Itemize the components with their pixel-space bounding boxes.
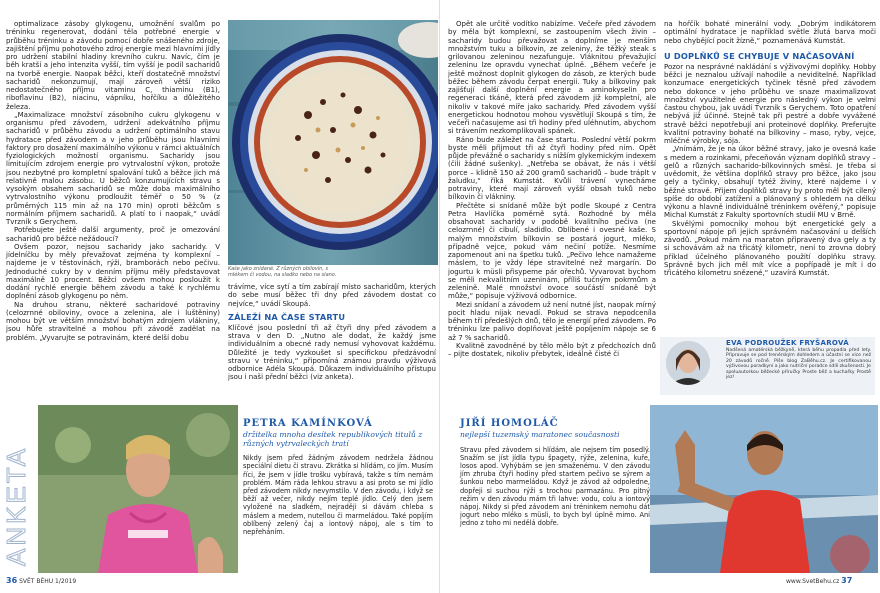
paragraph: Na druhou stranu, některé sacharidové potraviny (celozrnné obiloviny, ovoce a zelenina, ale i luštěniny) mohou být ve větším množství bohatým zdrojem vlákniny, jsou hůře stravitelné a mohou při závodě zadělat na problém. „Vyvarujte se potravinám, které delší dobu (6, 300, 220, 342)
page-number: 37 (841, 576, 853, 585)
interview-petra (243, 418, 433, 536)
right-column-4 (664, 20, 876, 277)
interview-answer: Stravu před závodem si hlídám, ale nejsem tím posedlý. Snažím se jíst jídla typu špagety, rýže, zelenina, kuře, losos apod. Vyhýbám se jen smaženému. V den závodu jím zhruba čtyři hodiny před startem pečivo se sýrem a šunkou nebo marmeládou. Když je závod až odpoledne, dopřeji si suchou rýži s trochou parmazánu. Pro pitný režim v den závodu mám tři lahve: vodu, colu a iontový nápoj. Nikdy si před závodem ani tréninkem nemohu dát jogurt nebo mléko s müsli, to bych byl úplně mimo. Ani jedno z toho mi nedělá dobře. (460, 445, 650, 528)
interviewee-role: nejlepší tuzemský maratonec současnosti (460, 430, 620, 439)
paragraph: Potřebujete ještě další argumenty, proč je omezování sacharidů pro běžce nežádoucí? (6, 226, 220, 243)
porridge-photo (228, 20, 438, 265)
left-column-1 (6, 20, 220, 342)
paragraph: na hořčík bohaté minerální vody. „Dobrým indikátorem optimální hydratace je například světle žlutá barva moči nebo chybějící pocit žízně,“ poznamenává Kumstát. (664, 20, 876, 45)
interviewee-name: PETRA KAMÍNKOVÁ (243, 418, 373, 429)
paragraph: optimalizace zásoby glykogenu, umožnění svalům po tréninku regenerovat, dodání těla potřebné energie v průběhu tréninku a závodu pomocí dobře snášeného zdroje, zajištění příjmu pohotového zdroj energie mezi hlavními jídly pro udržení stabilní hladiny krevního cukru. Navíc, čím je běh kratší a jeho intenzita vyšší, tím vyšší je podíl sacharidů na tvorbě energie. Naopak běžci, kteří dostatečně množství sacharidů nekonzumují, mají zároveň větší riziko nedostatečného příjmu vitaminu C, thiaminu (B1), riboflavinu (B2), niacinu, vápníku, hořčíku a důležitého železa. (6, 20, 220, 111)
paragraph: Opět ale určitě vodítko nabízíme. Večeře před závodem by měla být komplexní, se zastoupením všech živin – sacharidy budou převažovat a doplníme je menším množstvím tuku a bílkovin, ze zeleniny, že těžký steak s grilovanou zeleninou nezafunguje. Vláknitou převažující zeleninu lze opravdu vynechat úplně. „Během večeře je ještě možnost doplnit glykogen do zásob, ze kterých bude běžec během závodu čerpat energii. Tuky a bílkoviny pak zajišťují další doplnění energie a aminokyselin pro regeneraci tkáně, která před závodem již kompletní, ale nikoliv v takové míře jako sacharidy. Před závodem vyšší energetickou hodnotou mohou vysvětlují Skoupá s tím, že večeři načasujeme asi tři hodiny před uléhnutím, abychom si trávením nezkomplikovali spánek. (448, 20, 656, 136)
interviewee-role: držitelka mnoha desítek republikových titulů z různých vytrvaleckých tratí (243, 430, 423, 448)
footer-left (6, 576, 76, 585)
paragraph: trávíme, více sytí a tím zabírají místo sacharidům, kterých do sebe musí běžec tři dny před závodem dostat co nejvíce,“ uvádí Skoupá. (228, 283, 436, 308)
interview-answer: Nikdy jsem před žádným závodem nedržela žádnou speciální dietu či stravu. Zkrátka si hlídám, co jím. Musím říci, že jsem v jídle trošku vybíravá, takže s tím nemám problém. Mám ráda lehkou stravu a asi proto se mi jídlo před závodem nikdy nevymstilo. V den závodu, i když se běží až večer, nikdy nejím teplé jídlo. Celý den jsem vyložené na sladkém, nejraději si dávám chleba s máslem a medem, nutellou či marmeládou. Také popíjím oblíbený zelený čaj a iontový nápoj, ale s tím to nepřeháním. (243, 454, 433, 537)
interviewee-name: JIŘÍ HOMOLÁČ (460, 418, 559, 429)
paragraph: Ráno bude záležet na čase startu. Poslední větší pokrm byste měli přijmout tři až čtyři hodiny před ním. Opět půjde převážně o sacharidy s nižším glykemickým indexem (čili žádné sušenky). „Netřeba se obávat, že nás i větší porce – klidně 150 až 200 gramů sacharidů – bude tráplt v žaludku,“ říká Kumstát. Kvůli trávení vynecháme potraviny, které mají zároveň vyšší obsah tuků nebo bílkovin či vlákniny. (448, 135, 656, 202)
interview-jiri (460, 418, 650, 528)
right-column-3 (448, 20, 656, 358)
jiri-homolac-photo (650, 405, 878, 573)
magazine-name: SVĚT BĚHU 1/2019 (19, 578, 77, 585)
author-name: EVA PODROUŽEK FRYŠAROVÁ (726, 339, 849, 347)
paragraph: Klíčové jsou poslední tři až čtyři dny před závodem a strava v den D. „Nutno ale dodat, že každý jsme individuálním a obecné rady nemusí vyhovovat každému. Důležité je tedy vyzkoušet si specifickou předzávodní stravu v tréninku,“ připomíná známou pravdu výživová odbornice Adéla Skoupá. Důkazem individuálního přístupu jsou i naši přední běžci (viz anketa). (228, 323, 436, 382)
paragraph: „Maximalizace množství zásobního cukru glykogenu v organismu před závodem, udržení adekvátního příjmu sacharidů v průběhu závodu a udržení optimálního stavu hydratace před závodem a v jeho průběhu jsou hlavními faktory pro dosažení maximálního výkonu v rámci aktuálních fyziologických možností organismu. Sacharidy jsou limitujícím zdrojem energie pro vytrvalostní výkon, protože jsou nezbytné pro kompletní spalování tuků a běžce jich má relativně malou zásobu. U běžců konzumujících stravu s vysokým obsahem sacharidů se může doba maximálního vytrvalostního výkonu prodloužit téměř o 50 % (z průměrných 115 min až na 170 min) oproti běžcům s normálním příjmem sacharidů. A platí to i naopak,“ uvádí Tvrzník s Gerychem. (6, 110, 220, 226)
website: www.SvetBehu.cz (786, 578, 840, 585)
anketa-text: ANKETA (3, 445, 31, 566)
author-bio (660, 337, 875, 395)
heading-start-time: ZÁLEŽÍ NA ČASE STARTU (228, 311, 346, 322)
petra-kaminkova-photo (38, 405, 238, 573)
heading-supplements: U DOPLŇKŮ SE CHYBUJE V NAČASOVÁNÍ (664, 50, 855, 61)
photo-caption: Kaše jako snídaně. Z různých obilovin, s mlékem či vodou, na sladko nebo na slano. (228, 266, 337, 278)
paragraph: Ovšem pozor, nejsou sacharidy jako sacharidy. V jídelníčku by měly převažovat zejména ty komplexní – najdeme je v těstovinách, rýži, bramborách nebo pečivu. Jednoduché cukry by v denním příjmu měly představovat maximálně 10 procent. Běžci ovšem mohou posloužit k dodání rychlé energie během závodu a také k rychlému doplnění zásob glykogenu po něm. (6, 242, 220, 301)
paragraph: Pozor na nesprávné nakládání s výživovými doplňky. Hobby běžci je neznalou užívají nahodile a neviditelně. Například konzumace energetických tyčinek těsně před závodem nebo dokonce v jeho průběhu ve snaze maximalizovat množství využitelné energie pro následný výkon je velmi častou chybou, jak uvádí Tvrzník s Gerychem. Toto opatření nebývá již účinné. Stejně tak při pestré a dobře vyvážené stravě běžci nepotřebují ani proteinové doplňky. Preferujte kvalitní potraviny bohaté na bílkoviny – maso, ryby, vejce, mléčné výrobky, sója. (664, 62, 876, 145)
paragraph: Kvalitně zavodněné by tělo mělo být z předchozích dnů – pijte dostatek, nikoliv přebytek, ideálně čisté či (448, 341, 656, 358)
page-number: 36 (6, 576, 18, 585)
paragraph: Přečtěte si snídaně může být podle Skoupé z Centra Petra Havlíčka poměrně sytá. Rozhodně by měla obsahovat sacharidy v podobě kvalitního pečiva (ne celozrnné) či cibulí, sladidlo. Oblíbené i ovesné kaše. S malým množstvím bílkovin se postará jogurt, mléko, případně vejce, pokud vám nečiní potíže. Nesmíme zapomenout ani na špetku tuků. „Pečivo lehce namažeme máslem, to je vždy lépe stravitelné než margarín. Do jogurtu k müsli přisypeme pár ořechů. Vyvarovat bychom se měli nekvalitním uzeninám, příliš tučným pokrmům a zelenině. Malé množství ovoce součástí snídaně být může,“ popisuje výživová odbornice. (448, 201, 656, 301)
paragraph: Mezi snídaní a závodem už není nutné jíst, naopak mírný pocit hladu nijak nevadí. Pokud se strava nepodceníla během tří předešlých dnů, tělo je energií před závodem. Po tréninku lze palivo doplňovat ještě popíjením nápoje se 6 až 7 % sacharidů. (448, 300, 656, 342)
paragraph: Skvělými pomocníky mohou být energetické gely a sportovní nápoje při jejich správném načasování u delších závodů. „Pokud mám na maraton připravený dva gely a ty si schovávám až na třicátý kilometr, není to zrovna dobrý příklad účelného plánovaného použití doplňku stravy. Správně bych jich měl mít více a popřípadě je mít i do třicátého kilometru snězené,“ uzavírá Kumstát. (664, 219, 876, 277)
footer-right (786, 576, 852, 585)
author-avatar (666, 341, 710, 385)
paragraph: „Vnímám, že je na úkor běžné stravy, jako je ovesná kaše s medem a rozinkami, přeceňován význam doplňků stravy – gelů a různých sacharido-bílkovinných směsí. Je třeba si uvědomit, že většina doplňků stravy pro běžce, jako jsou gely a tyčinky, obsahují tytéž živiny, které najdeme i v běžné stravě. Přijem doplňků stravy by proto měl být cílený spíše do období zatížení a plánovaný s ohledem na délku výkonu a hlavně individuálně tréninkem ověřený,“ popisuje Michal Kumstát z Fakulty sportovních studií MU v Brně. (664, 145, 876, 220)
left-column-2 (228, 283, 436, 382)
author-bio-text: Nadšená amatérská běžkyně, která běhu propadla před lety. Připravuje se pod trenérským dohledem a účastní se více než 20 závodů ročně. Píše blog ZaBěhu.cz. Je certifikovanou výživovou poradkyní a jako nutriční poradce sdílí zkušenosti. Je spoluautorkou běžecké příručky Proste běž a kuchařky Prostě jez! (726, 348, 871, 381)
anketa-label (3, 418, 31, 568)
